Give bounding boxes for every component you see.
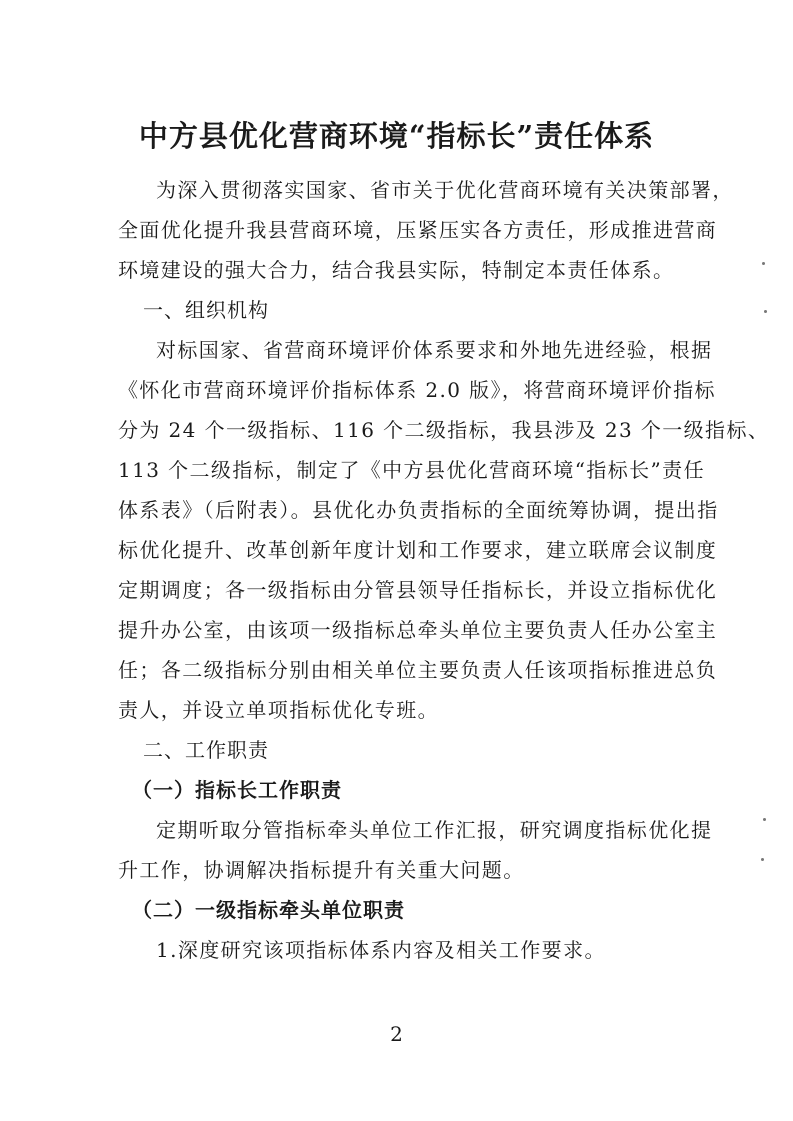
intro-line-3: 环境建设的强大合力，结合我县实际，特制定本责任体系。 — [118, 258, 675, 282]
intro-line-2: 全面优化提升我县营商环境，压紧压实各方责任，形成推进营商 — [118, 218, 718, 242]
subsection-heading-2: （二）一级指标牵头单位职责 — [132, 898, 405, 922]
section1-line-1: 对标国家、省营商环境评价体系要求和外地先进经验，根据 — [156, 338, 713, 362]
section1-line-4: 113 个二级指标，制定了《中方县优化营商环境“指标长”责任 — [118, 458, 705, 482]
page-number: 2 — [390, 1022, 403, 1046]
scan-speck — [764, 310, 767, 313]
sub2-line-1: 1.深度研究该项指标体系内容及相关工作要求。 — [156, 938, 606, 962]
scan-speck — [763, 818, 766, 821]
subsection-heading-1: （一）指标长工作职责 — [132, 778, 342, 802]
sub1-line-2: 升工作，协调解决指标提升有关重大问题。 — [118, 858, 525, 882]
section1-line-3: 分为 24 个一级指标、116 个二级指标，我县涉及 23 个一级指标、 — [118, 418, 770, 442]
section1-line-10: 责人，并设立单项指标优化专班。 — [118, 698, 439, 722]
intro-line-1: 为深入贯彻落实国家、省市关于优化营商环境有关决策部署， — [156, 178, 734, 202]
section1-line-9: 任；各二级指标分别由相关单位主要负责人任该项指标推进总负 — [118, 658, 718, 682]
document-title: 中方县优化营商环境“指标长”责任体系 — [138, 119, 655, 153]
sub1-line-1: 定期听取分管指标牵头单位工作汇报，研究调度指标优化提 — [156, 818, 713, 842]
section1-line-5: 体系表》（后附表）。县优化办负责指标的全面统筹协调，提出指 — [118, 498, 719, 522]
section1-line-7: 定期调度；各一级指标由分管县领导任指标长，并设立指标优化 — [118, 578, 718, 602]
section1-line-6: 标优化提升、改革创新年度计划和工作要求，建立联席会议制度 — [118, 538, 718, 562]
section1-line-8: 提升办公室，由该项一级指标总牵头单位主要负责人任办公室主 — [118, 618, 718, 642]
scan-speck — [762, 262, 765, 265]
section-heading-organization: 一、组织机构 — [143, 298, 269, 322]
section1-line-2: 《怀化市营商环境评价指标体系 2.0 版》，将营商环境评价指标 — [118, 378, 716, 402]
scan-speck — [761, 858, 764, 861]
section-heading-duties: 二、工作职责 — [143, 738, 269, 762]
